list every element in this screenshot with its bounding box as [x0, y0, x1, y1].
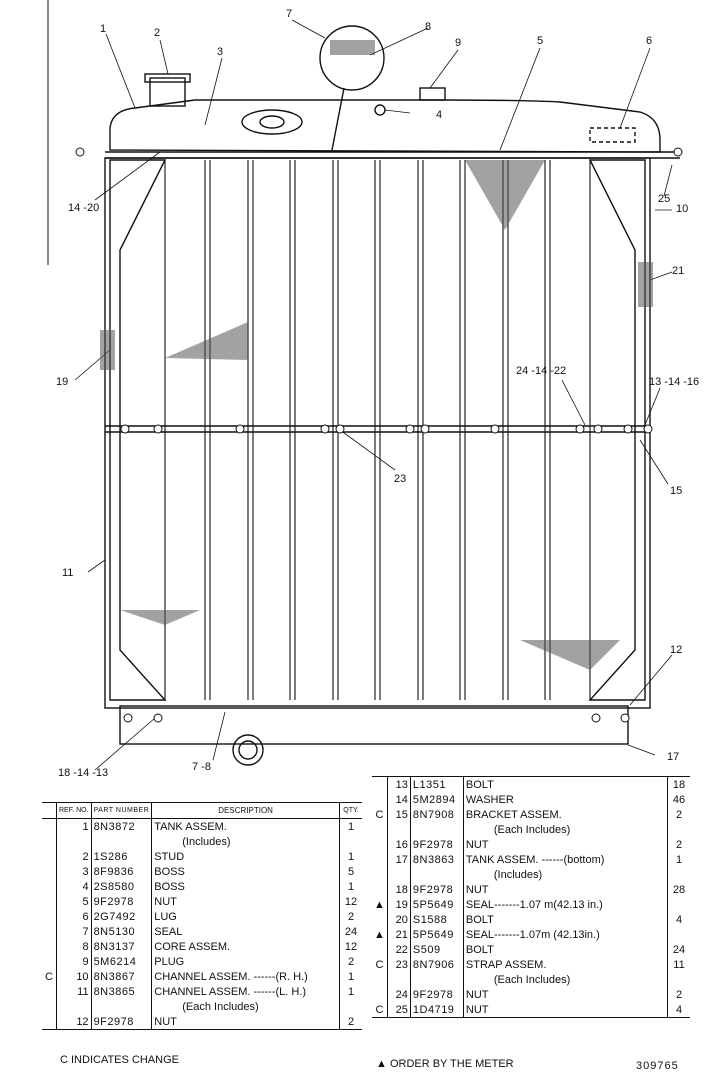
description: SEAL — [152, 924, 340, 939]
parts-row — [372, 957, 690, 972]
ref-no: 20 — [387, 912, 410, 927]
parts-row — [372, 822, 690, 837]
callout-label: 3 — [217, 46, 224, 58]
callout-label: 24 -14 -22 — [516, 365, 567, 377]
quantity — [668, 972, 691, 987]
parts-row — [42, 879, 362, 894]
qty-header: QTY. — [340, 803, 363, 819]
quantity — [668, 927, 691, 942]
parts-row — [42, 909, 362, 924]
quantity — [340, 999, 363, 1014]
description: NUT — [463, 882, 667, 897]
description: BOSS — [152, 864, 340, 879]
description: WASHER — [463, 792, 667, 807]
description: (Each Includes) — [152, 999, 340, 1014]
callout-label: 10 — [676, 203, 689, 215]
ref-no: 24 — [387, 987, 410, 1002]
callout-label: 2 — [154, 27, 161, 39]
parts-row — [372, 777, 690, 793]
change-flag — [42, 834, 57, 849]
change-flag: ▲ — [374, 898, 385, 911]
parts-list-left — [42, 802, 362, 1030]
radiator-core — [105, 158, 650, 708]
change-flag — [372, 882, 387, 897]
callout-label: 7 — [286, 8, 293, 20]
parts-row — [42, 969, 362, 984]
parts-row — [372, 987, 690, 1002]
change-flag: C — [375, 808, 384, 821]
change-flag — [42, 1014, 57, 1030]
ref-no: 1 — [57, 819, 92, 835]
quantity: 24 — [344, 925, 358, 938]
quantity: 4 — [675, 1003, 683, 1016]
callout-label: 6 — [646, 35, 653, 47]
ref-no: 7 — [57, 924, 92, 939]
part-number: 9F2978 — [91, 894, 152, 909]
change-flag — [42, 954, 57, 969]
part-number: S1588 — [410, 912, 463, 927]
change-note: C INDICATES CHANGE — [60, 1054, 179, 1066]
quantity: 11 — [673, 958, 685, 971]
change-flag — [372, 837, 387, 852]
description: CHANNEL ASSEM. ------(R. H.) — [152, 969, 340, 984]
part-number: 8N3865 — [91, 984, 152, 999]
ref-no: 19 — [387, 897, 410, 912]
change-flag — [42, 909, 57, 924]
ref-no — [387, 972, 410, 987]
callout-label: 18 -14 -13 — [58, 767, 109, 779]
change-flag: ▲ — [374, 928, 385, 941]
ref-no: 10 — [57, 969, 92, 984]
callout-label: 14 -20 — [68, 202, 100, 214]
parts-row — [372, 927, 690, 942]
parts-row — [42, 849, 362, 864]
description: BOLT — [463, 912, 667, 927]
ref-no: 11 — [57, 984, 92, 999]
description: BRACKET ASSEM. — [463, 807, 667, 822]
parts-list-left-body — [42, 819, 362, 1030]
callout-label: 21 — [672, 265, 685, 277]
quantity — [668, 897, 691, 912]
callout-label: 12 — [670, 644, 683, 656]
description: (Each Includes) — [463, 972, 667, 987]
ref-no — [57, 999, 92, 1014]
ref-no-header: REF. NO. — [57, 803, 92, 819]
callout-label: 15 — [670, 485, 683, 497]
description: CHANNEL ASSEM. ------(L. H.) — [152, 984, 340, 999]
parts-list-right — [372, 776, 690, 1018]
change-flag — [42, 924, 57, 939]
change-flag — [42, 984, 57, 999]
quantity: 2 — [347, 910, 355, 923]
part-number: 5P5649 — [410, 897, 463, 912]
callout-label: 1 — [100, 23, 107, 35]
quantity — [668, 867, 691, 882]
part-number: 2G7492 — [91, 909, 152, 924]
quantity: 4 — [675, 913, 683, 926]
quantity: 18 — [672, 778, 686, 791]
part-number: 9F2978 — [410, 987, 463, 1002]
quantity: 12 — [344, 895, 358, 908]
quantity: 1 — [347, 850, 355, 863]
part-number: 8N5130 — [91, 924, 152, 939]
description: (Includes) — [463, 867, 667, 882]
ref-no: 16 — [387, 837, 410, 852]
part-number: 9F2978 — [410, 837, 463, 852]
parts-row — [372, 867, 690, 882]
parts-row — [372, 972, 690, 987]
description: LUG — [152, 909, 340, 924]
ref-no: 5 — [57, 894, 92, 909]
meter-note: ▲ ORDER BY THE METER — [376, 1058, 514, 1070]
parts-row — [42, 939, 362, 954]
quantity: 2 — [347, 1015, 355, 1028]
ref-no: 18 — [387, 882, 410, 897]
change-flag — [372, 822, 387, 837]
quantity: 2 — [675, 808, 683, 821]
ref-no: 4 — [57, 879, 92, 894]
ref-no — [387, 822, 410, 837]
quantity — [340, 834, 363, 849]
parts-row — [42, 894, 362, 909]
quantity — [668, 822, 691, 837]
ref-no: 9 — [57, 954, 92, 969]
description: (Includes) — [152, 834, 340, 849]
description-header: DESCRIPTION — [152, 803, 340, 819]
part-number: 8N7906 — [410, 957, 463, 972]
part-number: S509 — [410, 942, 463, 957]
parts-row — [42, 954, 362, 969]
description: TANK ASSEM. — [152, 819, 340, 835]
core-tubes — [165, 160, 590, 700]
change-flag — [42, 939, 57, 954]
quantity: 24 — [672, 943, 686, 956]
change-flag — [42, 819, 57, 835]
change-flag — [372, 972, 387, 987]
description: STUD — [152, 849, 340, 864]
flag-header — [42, 803, 57, 819]
change-flag — [372, 852, 387, 867]
part-number — [410, 822, 463, 837]
bottom-tank — [120, 706, 628, 744]
part-number: 5P5649 — [410, 927, 463, 942]
change-flag — [42, 879, 57, 894]
ref-no: 12 — [57, 1014, 92, 1030]
quantity: 1 — [347, 970, 355, 983]
callout-label: 8 — [425, 21, 432, 33]
part-number: 9F2978 — [91, 1014, 152, 1030]
part-number — [410, 867, 463, 882]
document-number: 309765 — [636, 1060, 679, 1072]
callout-label: 25 — [658, 193, 671, 205]
callout-label: 9 — [455, 37, 462, 49]
callout-label: 5 — [537, 35, 544, 47]
description: NUT — [152, 894, 340, 909]
description: TANK ASSEM. ------(bottom) — [463, 852, 667, 867]
part-number: 5M6214 — [91, 954, 152, 969]
ref-no: 2 — [57, 849, 92, 864]
description: NUT — [463, 1002, 667, 1018]
parts-list-right-body — [372, 777, 690, 1018]
quantity: 5 — [347, 865, 355, 878]
callout-label: 19 — [56, 376, 69, 388]
quantity: 2 — [675, 988, 683, 1001]
callout-label: 7 -8 — [192, 761, 211, 773]
change-flag — [372, 912, 387, 927]
parts-row — [372, 792, 690, 807]
parts-row — [42, 999, 362, 1014]
parts-row — [42, 834, 362, 849]
parts-row — [372, 807, 690, 822]
part-number: 5M2894 — [410, 792, 463, 807]
ref-no — [57, 834, 92, 849]
change-flag — [42, 999, 57, 1014]
quantity: 1 — [347, 985, 355, 998]
part-number — [91, 834, 152, 849]
parts-row — [42, 819, 362, 835]
change-flag: C — [375, 1003, 384, 1016]
ref-no: 21 — [387, 927, 410, 942]
parts-row — [42, 984, 362, 999]
part-number: 8N3863 — [410, 852, 463, 867]
callout-label: 17 — [667, 751, 680, 763]
quantity: 1 — [675, 853, 683, 866]
description: CORE ASSEM. — [152, 939, 340, 954]
ref-no: 17 — [387, 852, 410, 867]
part-number: 8N7908 — [410, 807, 463, 822]
change-flag — [372, 867, 387, 882]
change-flag — [42, 894, 57, 909]
change-flag — [372, 987, 387, 1002]
part-number-header: PART NUMBER — [91, 803, 152, 819]
quantity: 2 — [675, 838, 683, 851]
part-number — [410, 972, 463, 987]
ref-no: 23 — [387, 957, 410, 972]
ref-no: 15 — [387, 807, 410, 822]
description: (Each Includes) — [463, 822, 667, 837]
description: PLUG — [152, 954, 340, 969]
part-number: 8N3137 — [91, 939, 152, 954]
ref-no — [387, 867, 410, 882]
part-number: L1351 — [410, 777, 463, 793]
ref-no: 3 — [57, 864, 92, 879]
ref-no: 8 — [57, 939, 92, 954]
description: NUT — [152, 1014, 340, 1030]
callout-label: 4 — [436, 109, 443, 121]
part-number: 2S8580 — [91, 879, 152, 894]
change-flag — [372, 777, 387, 793]
description: STRAP ASSEM. — [463, 957, 667, 972]
parts-row — [372, 912, 690, 927]
callout-label: 23 — [394, 473, 407, 485]
part-number: 8N3867 — [91, 969, 152, 984]
description: BOLT — [463, 777, 667, 793]
quantity: 1 — [347, 820, 355, 833]
change-flag: C — [375, 958, 384, 971]
ref-no: 6 — [57, 909, 92, 924]
quantity: 2 — [347, 955, 355, 968]
parts-row — [372, 882, 690, 897]
callout-label: 11 — [62, 567, 74, 579]
change-flag: C — [45, 970, 53, 983]
parts-row — [372, 852, 690, 867]
change-flag — [42, 864, 57, 879]
description: NUT — [463, 837, 667, 852]
description: NUT — [463, 987, 667, 1002]
quantity: 28 — [672, 883, 686, 896]
description: SEAL-------1.07m (42.13in.) — [463, 927, 667, 942]
parts-row — [372, 897, 690, 912]
part-number: 8F9836 — [91, 864, 152, 879]
description: SEAL-------1.07 m(42.13 in.) — [463, 897, 667, 912]
quantity: 1 — [347, 880, 355, 893]
seal-detail-inset — [320, 26, 384, 90]
description: BOSS — [152, 879, 340, 894]
parts-row — [372, 837, 690, 852]
callout-label: 13 -14 -16 — [649, 376, 700, 388]
parts-row — [42, 864, 362, 879]
part-number: 8N3872 — [91, 819, 152, 835]
ref-no: 13 — [387, 777, 410, 793]
change-flag — [372, 942, 387, 957]
parts-row — [372, 1002, 690, 1018]
change-flag — [372, 792, 387, 807]
inspection-plate — [242, 110, 302, 134]
quantity: 46 — [672, 793, 686, 806]
ref-no: 22 — [387, 942, 410, 957]
change-flag — [42, 849, 57, 864]
part-number — [91, 999, 152, 1014]
ref-no: 14 — [387, 792, 410, 807]
part-number: 1S286 — [91, 849, 152, 864]
parts-row — [372, 942, 690, 957]
parts-row — [42, 1014, 362, 1030]
part-number: 9F2978 — [410, 882, 463, 897]
quantity: 12 — [344, 940, 358, 953]
ref-no: 25 — [387, 1002, 410, 1018]
part-number: 1D4719 — [410, 1002, 463, 1018]
description: BOLT — [463, 942, 667, 957]
parts-row — [42, 924, 362, 939]
